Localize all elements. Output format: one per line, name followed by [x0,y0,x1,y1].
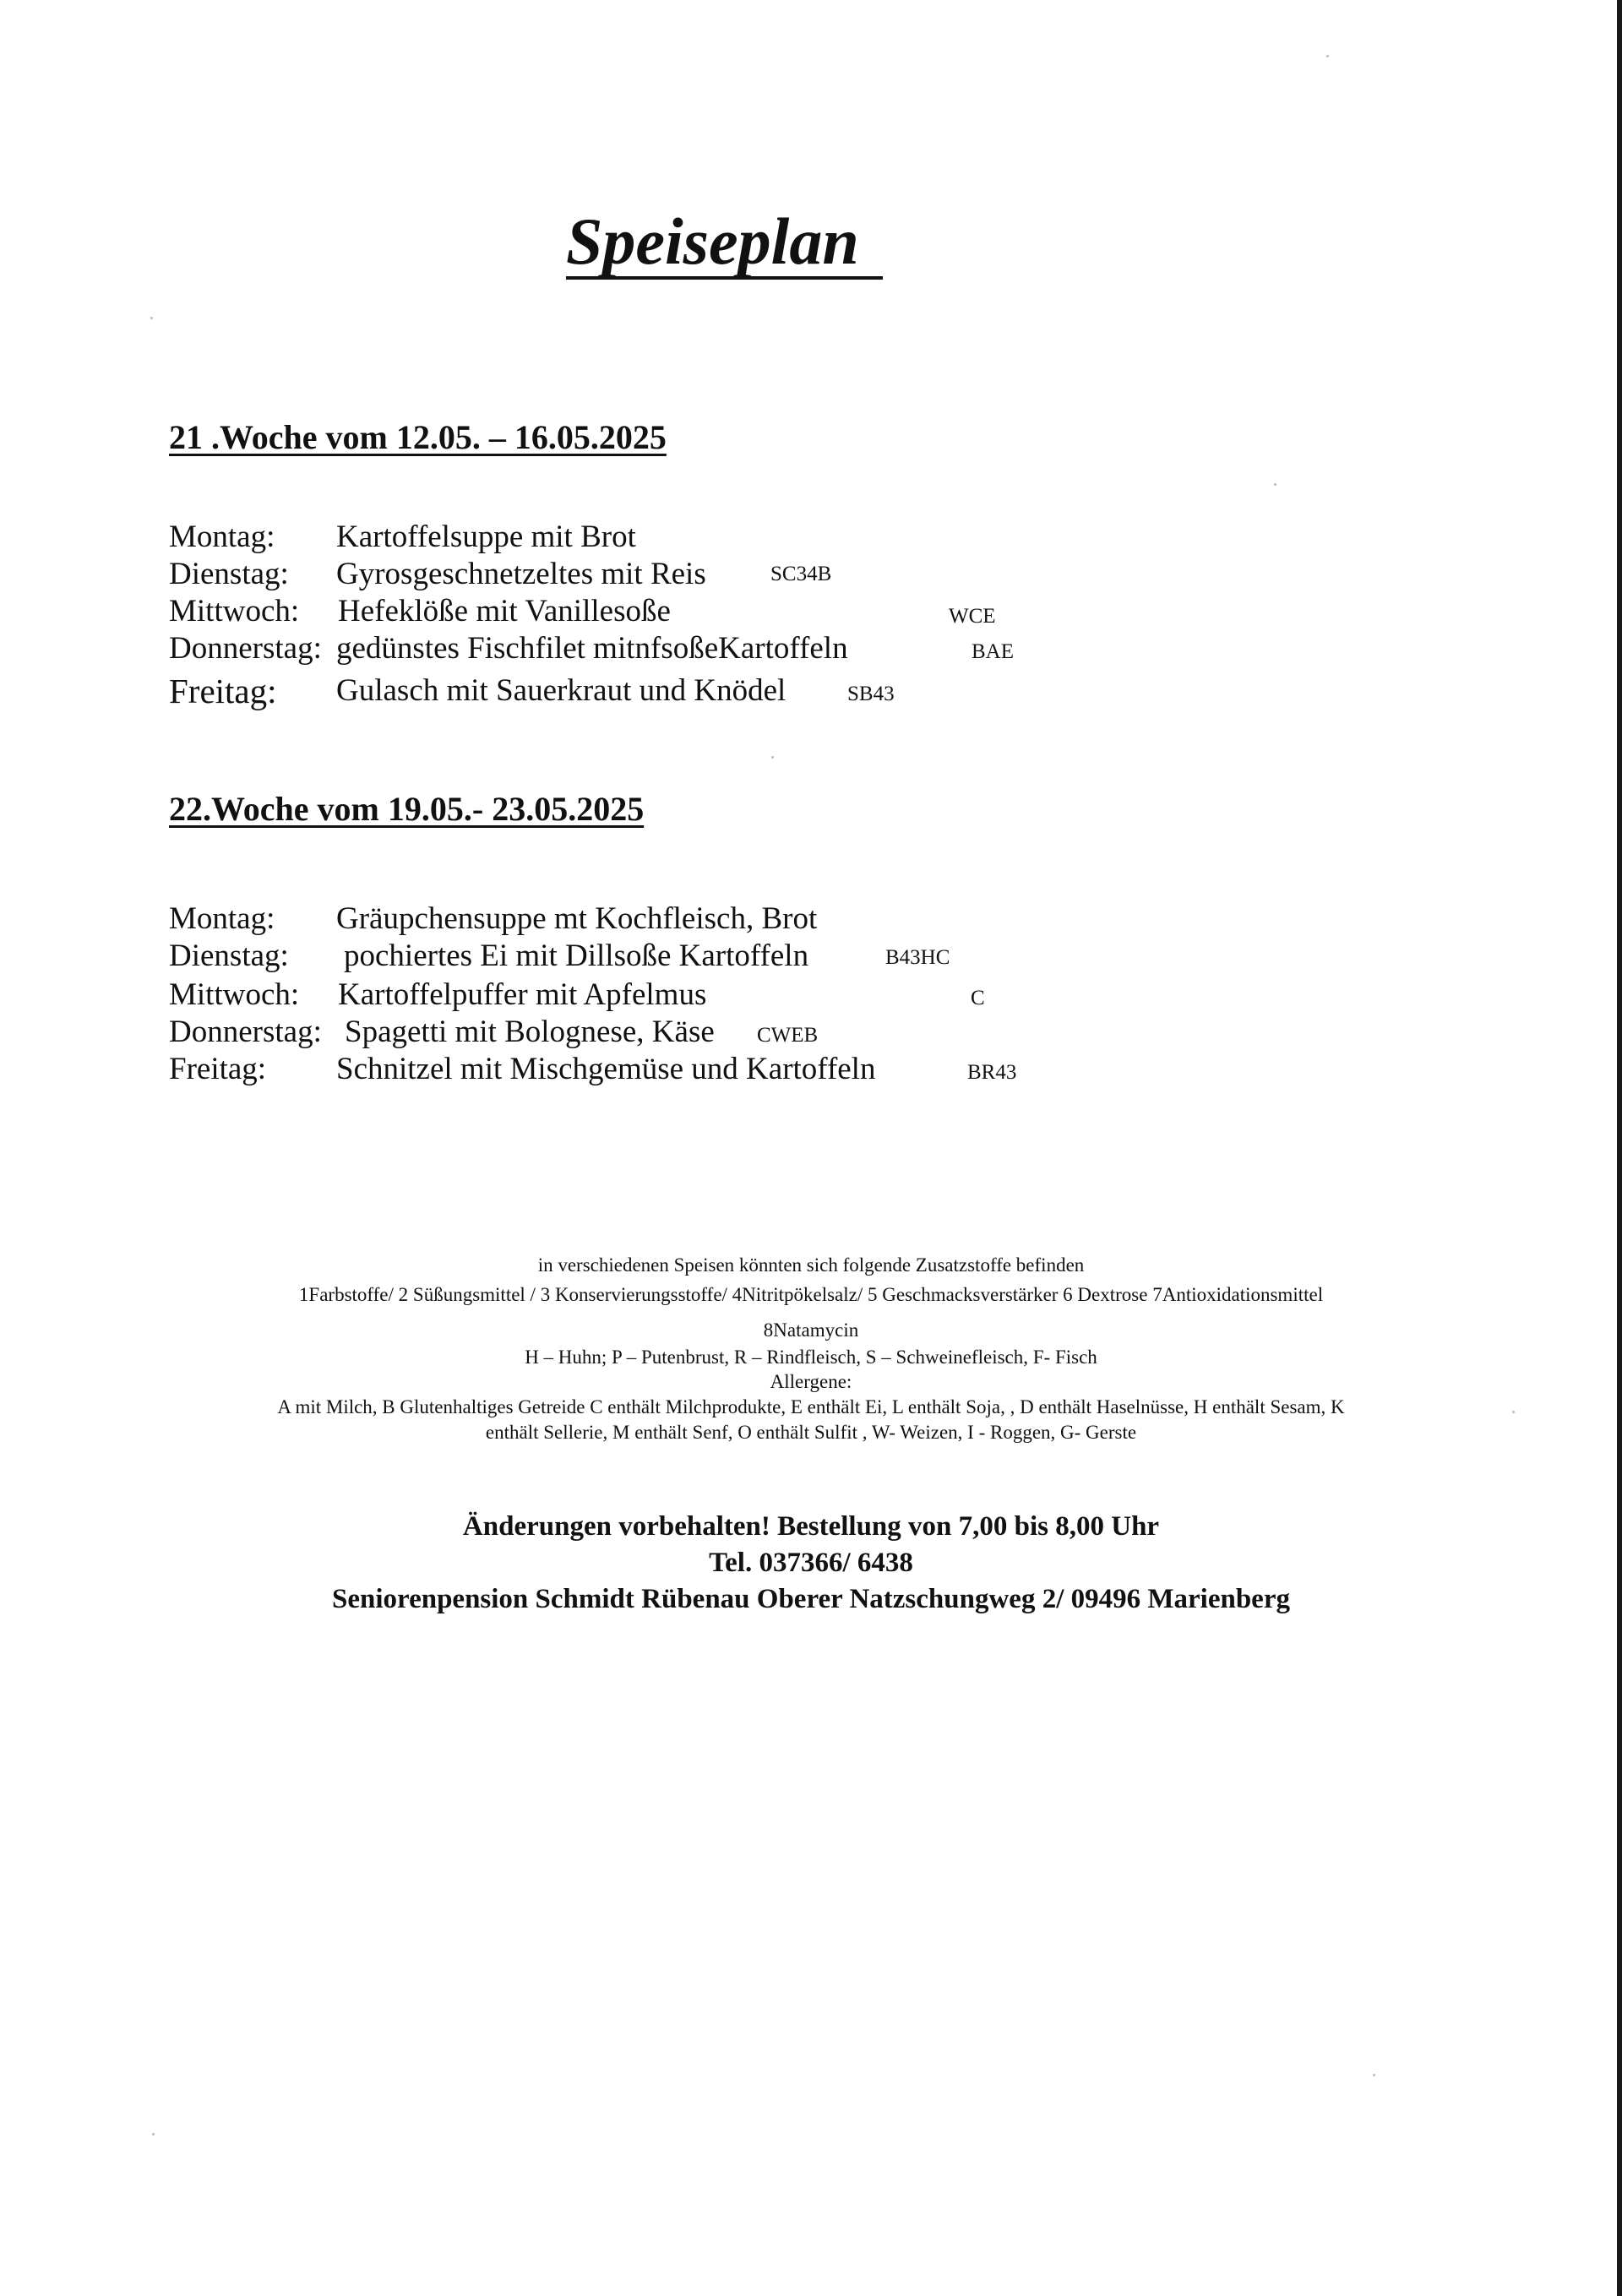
dish-text: Gräupchensuppe mt Kochfleisch, Brot [336,901,818,936]
menu-row-w2-freitag [169,1051,1098,1088]
day-label: Freitag: [169,672,277,710]
allergen-code: CWEB [757,1024,819,1047]
menu-row-w2-donnerstag [169,1014,1098,1051]
dish-text: Schnitzel mit Mischgemüse und Kartoffeln [336,1052,876,1086]
dish-text: Gulasch mit Sauerkraut und Knödel [336,673,787,708]
day-label: Donnerstag: [169,631,322,666]
allergen-code: SB43 [847,683,895,705]
menu-row-w2-montag [169,900,1098,938]
menu-row-w1-donnerstag [169,630,1098,667]
dish-text: Hefeklöße mit Vanillesoße [338,594,671,628]
scan-speck [1512,1411,1515,1413]
allergens-line-1: A mit Milch, B Glutenhaltiges Getreide C enthält Milchprodukte, E enthält Ei, L enthält Soja, , D enthält Haselnüsse, H enthält Sesam, K [277,1396,1345,1417]
menu-row-w1-dienstag [169,556,1098,593]
menu-row-w1-montag [169,519,1098,556]
day-label: Montag: [169,520,275,554]
week-heading-1: 21 .Woche vom 12.05. – 16.05.2025 [169,418,667,456]
page-title: Speiseplan [566,207,883,280]
allergen-code: B43HC [885,946,950,969]
allergen-code: WCE [949,605,996,628]
additives-list-cont: 8Natamycin [763,1319,859,1341]
scan-speck [771,756,774,759]
menu-row-w2-dienstag [169,938,1098,975]
allergen-code: BAE [972,640,1014,663]
day-label: Donnerstag: [169,1015,322,1049]
footer-address: Seniorenpension Schmidt Rübenau Oberer Natzschungweg 2/ 09496 Marienberg [332,1584,1290,1614]
footer-notice: Änderungen vorbehalten! Bestellung von 7,00 bis 8,00 Uhr [462,1511,1160,1542]
additives-intro: in verschiedenen Speisen könnten sich folgende Zusatzstoffe befinden [537,1254,1085,1276]
footer-phone: Tel. 037366/ 6438 [709,1548,913,1578]
scan-speck [152,2133,155,2135]
meat-legend: H – Huhn; P – Putenbrust, R – Rindfleisch, S – Schweinefleisch, F- Fisch [525,1347,1097,1368]
menu-row-w1-mittwoch [169,593,1098,630]
day-label: Dienstag: [169,939,289,973]
dish-text: Kartoffelpuffer mit Apfelmus [338,977,707,1012]
dish-text: Spagetti mit Bolognese, Käse [345,1015,715,1049]
scan-speck [1274,483,1276,486]
dish-text: Gyrosgeschnetzeltes mit Reis [336,557,706,591]
menu-row-w1-freitag [169,672,1098,710]
day-label: Montag: [169,901,275,936]
week-heading-2: 22.Woche vom 19.05.- 23.05.2025 [169,790,645,828]
allergen-code: SC34B [770,563,832,585]
dish-text: gedünstes Fischfilet mitnfsoßeKartoffeln [336,631,848,666]
day-label: Dienstag: [169,557,289,591]
menu-row-w2-mittwoch [169,977,1098,1014]
day-label: Freitag: [169,1052,267,1086]
dish-text: pochiertes Ei mit Dillsoße Kartoffeln [344,939,809,973]
allergens-line-2: enthält Sellerie, M enthält Senf, O enthält Sulfit , W- Weizen, I - Roggen, G- Gerste [485,1422,1137,1443]
day-label: Mittwoch: [169,594,300,628]
dish-text: Kartoffelsuppe mit Brot [336,520,636,554]
allergen-code: C [971,987,985,1009]
additives-list: 1Farbstoffe/ 2 Süßungsmittel / 3 Konservierungsstoffe/ 4Nitritpökelsalz/ 5 Geschmacksverstärker 6 Dextrose 7Antioxidationsmittel [298,1284,1324,1305]
scan-speck [150,317,153,319]
day-label: Mittwoch: [169,977,300,1012]
scan-speck [1373,2074,1375,2076]
allergens-label: Allergene: [770,1371,852,1392]
scan-edge [1617,0,1622,2296]
allergen-code: BR43 [967,1061,1017,1084]
scan-speck [1326,55,1329,57]
